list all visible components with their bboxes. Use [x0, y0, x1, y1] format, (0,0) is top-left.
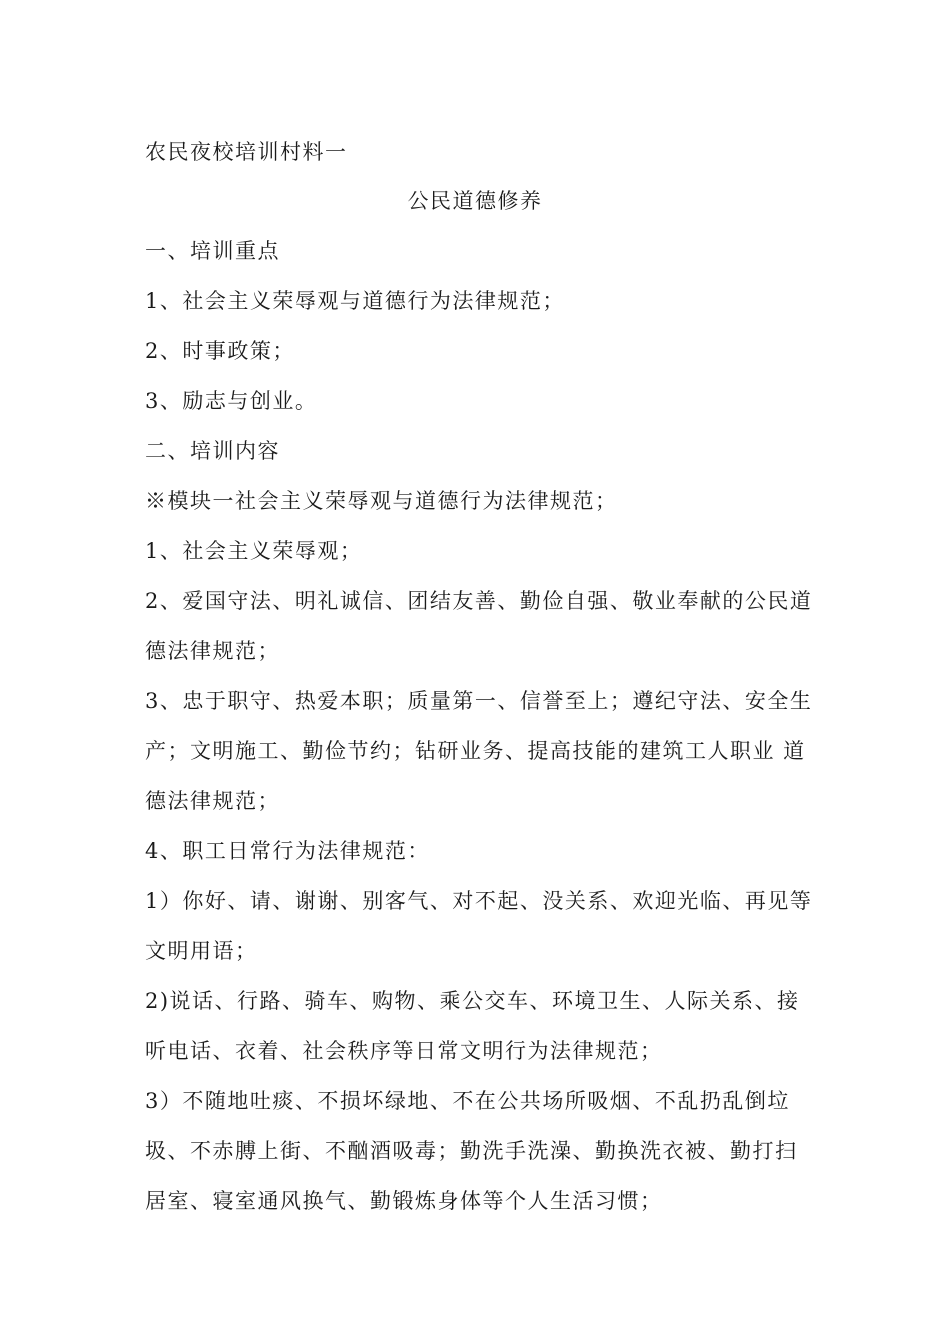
document-title: 公民道德修养: [407, 189, 543, 213]
content-line: 1）你好、请、谢谢、别客气、对不起、没关系、欢迎光临、再见等: [145, 889, 813, 913]
content-line: 产；文明施工、勤俭节约；钻研业务、提高技能的建筑工人职业 道: [145, 739, 806, 763]
content-line: 听电话、衣着、社会秩序等日常文明行为法律规范；: [145, 1039, 663, 1063]
content-line: 3）不随地吐痰、不损坏绿地、不在公共场所吸烟、不乱扔乱倒垃: [145, 1089, 790, 1113]
section-heading-content: 二、培训内容: [145, 439, 280, 463]
content-line: 圾、不赤膊上街、不酗酒吸毒；勤洗手洗澡、勤换洗衣被、勤打扫: [145, 1139, 798, 1163]
focus-item: 1、社会主义荣辱观与道德行为法律规范；: [145, 289, 565, 313]
focus-item: 3、励志与创业。: [145, 389, 318, 413]
content-line: 2)说话、行路、骑车、购物、乘公交车、环境卫生、人际关系、接: [145, 989, 800, 1013]
section-heading-focus: 一、培训重点: [145, 239, 280, 263]
document-label: 农民夜校培训村料一: [145, 140, 348, 164]
content-line: 1、社会主义荣辱观；: [145, 539, 363, 563]
focus-item: 2、时事政策；: [145, 339, 295, 363]
content-line: 德法律规范；: [145, 789, 280, 813]
content-line: 文明用语；: [145, 939, 258, 963]
content-line: 2、爱国守法、明礼诚信、团结友善、勤俭自强、敬业奉献的公民道: [145, 589, 813, 613]
content-line: 德法律规范；: [145, 639, 280, 663]
content-line: 居室、寝室通风换气、勤锻炼身体等个人生活习惯；: [145, 1189, 663, 1213]
content-line: 3、忠于职守、热爱本职；质量第一、信誉至上；遵纪守法、安全生: [145, 689, 813, 713]
content-line: 4、职工日常行为法律规范：: [145, 839, 430, 863]
module-heading: ※模块一社会主义荣辱观与道德行为法律规范；: [145, 489, 618, 513]
